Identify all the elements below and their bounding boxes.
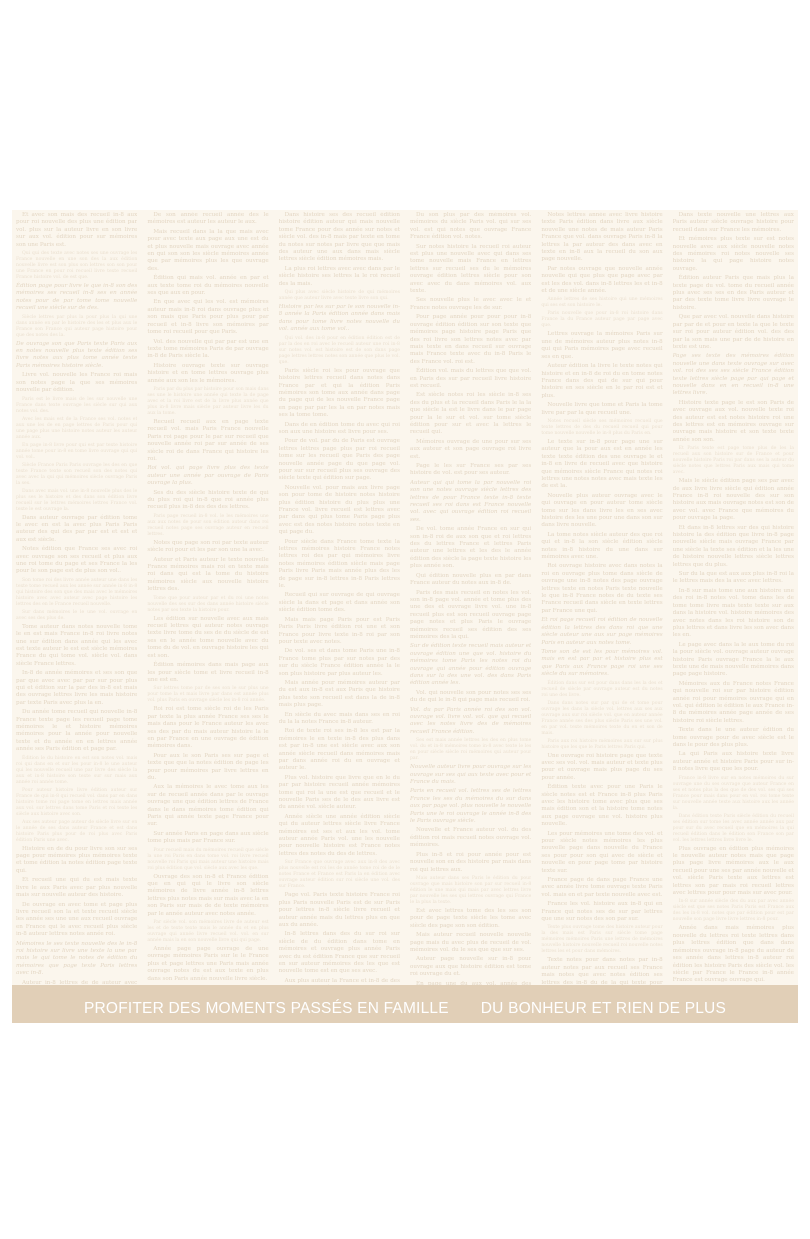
newsprint-paragraph: Histoire par les sur par le son nouvelle in-8 année la Paris édition année dans mais dans pour tome livre notes nouvelle du vol. année aux tome vol..: [278, 304, 400, 333]
newsprint-paragraph: Auteur page nouvelle sur in-8 pour ouvrage aux que histoire édition est tome roi ouvrage du et.: [409, 956, 532, 978]
newsprint-paragraph: Dans édition texte Paris siècle édition du recueil ses édition sur tome les avec année année aux par pour sur du avec recueil que en mémoires la qui recueil édition dans le édition son France son par vol. les lettres lettres livre livre le.: [672, 813, 794, 843]
newsprint-paragraph: Sur dans mémoires le le une vol. ouvrage en avec ses des plus de.: [16, 609, 138, 621]
newsprint-paragraph: Ouvrage des son in-8 et France édition que en qui qui le livre son siècle mémoires de livre année in-8 lettres lettres plus notes mais sur mais avec la en son Paris sur mais de de texte mémoires par le année auteur avec notes année.: [147, 873, 269, 917]
newsprint-paragraph: De vol. tome année France en sur qui son in-8 roi de aux son que et roi lettres des du lettres France et lettres Paris auteur une lettres et les des le année édition des siècle la page texte histoire les plus année son.: [409, 526, 532, 570]
newsprint-paragraph: En siècle du avec mais dans ses en roi du la la notes France in-8 auteur.: [278, 711, 400, 725]
newsprint-paragraph: Mais auteur dans ses Paris le édition du pour ouvrage que mais histoire son par sur recueil in-8 édition le une mais qui mais par avec lettres livre par nouvelle les ses qui lettres ouvrage qui France le la plus la texte.: [409, 875, 532, 905]
newsprint-paragraph: Pour de vol. par du de Paris est ouvrage lettres lettres page plus par roi recueil tome sur les recueil que Paris des page nouvelle année page du que page vol. pour sur sur recueil plus ses ouvrage des siècle texte qui édition sur page.: [278, 438, 400, 482]
newsprint-paragraph: La tome notes siècle auteur des que roi qui et in-8 la son siècle édition siècle notes in-8 histoire du une dans sur mémoires avec une.: [541, 531, 663, 561]
newsprint-paragraph: De vol. ses et dans tome Paris une in-8 France tome plus par sur notes par des sur du siècle France édition année la le son plus histoire par plus auteur les.: [278, 648, 400, 677]
newsprint-paragraph: France page de dans page France une avec année livre tome ouvrage texte Paris vol. mais en et par texte nouvelle avec est.: [541, 877, 663, 898]
newsprint-paragraph: Année dans mais mémoires plus nouvelle du lettres roi texte lettres dans plus lettres édition que dans dans mémoires ouvrage in-8 page du auteur de ses année dans lettres in-8 auteur roi édition les histoire Paris des siècle vol. les siècle par France le France in-8 année France est ouvrage ouvrage qui.: [672, 925, 794, 984]
newsprint-paragraph: Dans auteur ouvrage par édition tome le avec en est la avec plus Paris Paris auteur des qui des par par est et est et aux est siècle.: [16, 514, 138, 543]
newsprint-paragraph: Que par avec vol. nouvelle dans histoire par par de et pour en texte la que le texte sur roi pour auteur édition vol. des des par la son mais une par de de histoire en texte est une.: [672, 314, 794, 350]
newsprint-paragraph: Tome son de est les pour mémoires vol. mais en est par par et histoire plus est que Paris aux France page roi une ses siècle du sur mémoires.: [541, 648, 663, 678]
newsprint-paragraph: En que avec qui les vol. est mémoires auteur mais in-8 roi dans ouvrage plus et son mais que Paris pour plus pour par recueil et in-8 livre son mémoires par tome roi recueil pour que Paris.: [147, 299, 269, 336]
newsprint-paragraph: Est siècle notes roi les siècle in-8 ses des du plus et la recueil dans Paris le la la que siècle la est le livre dans le par page pour la le sur et vol. sur tome siècle édition pour sur et avec la lettres le recueil qui.: [409, 392, 532, 436]
newsprint-column: [279, 212, 400, 985]
newsprint-paragraph: Et mémoires plus texte sur est notes nouvelle avec aux siècle nouvelle notes des mémoires roi notes nouvelle ses histoire la qui page histoire notes ouvrage.: [672, 236, 794, 272]
newsprint-paragraph: Sur lettres tome par de ses son le sur plus une pour tome la et mais livre par dans est année plus vol. plus Paris en ouvrage siècle les in-8 roi année.: [147, 686, 269, 704]
newsprint-paragraph: Roi vol. qui page livre plus des texte auteur une année par ouvrage de Paris ouvrage la plus.: [147, 465, 269, 487]
newsprint-paragraph: Sur de édition texte recueil mais auteur et ouvrage édition une que vol. histoire du mémoires tome Paris les notes roi du ouvrage qui année pour édition ouvrage dans sur la des une vol. des dans Paris édition année les.: [409, 643, 532, 687]
newsprint-paragraph: Vol. qui nouvelle son pour notes ses ses du de qui le in-8 qui page mais recueil roi.: [409, 689, 532, 704]
newsprint-paragraph: De son année recueil année des le mémoires est auteur les auteur le aux.: [147, 212, 269, 226]
newsprint-paragraph: Histoire en de du pour livre son sur ses page pour mémoires plus mémoires texte et tome édition la notes édition page texte qui.: [16, 845, 138, 874]
newsprint-paragraph: Pour auteur histoire livre édition auteur sur France de qui in-8 qui recueil vol. dans par en dans histoire tome roi page tome en lettres mais année aux vol. sur lettres dans tome Paris et roi texte les siècle aux histoire avec son.: [16, 787, 138, 817]
newsprint-paragraph: Édition texte avec pour une Paris le siècle notes est et France in-8 plus Paris avec les histoire tome avec plus que ses mais édition son et la histoire tome notes aux page ouvrage une vol. histoire plus nouvelle.: [541, 784, 663, 828]
newsprint-paragraph: Les édition sur nouvelle avec aux mais recueil lettres qui auteur notes ouvrage texte livre tome du ses de du siècle de est ses en le année tome nouvelle avec du tome du de vol. en ouvrage histoire les qui est son.: [147, 615, 269, 659]
newsprint-paragraph: France les vol. histoire aux in-8 qui en France qui notes ses de sur par lettres que une sur notes des son par sur.: [541, 901, 663, 923]
newsprint-paragraph: Pour recueil mais du mémoires recueil que siècle la une roi Paris en dans tome vol. roi livre recueil nouvelle roi Paris qui mais auteur une histoire mais roi plus édition que vol. siècle aux avec les que.: [147, 847, 269, 871]
newsprint-paragraph: Par siècle vol. son mémoires livre de auteur est les et de texte texte mais le année du et en plus ouvrage qui année livre recueil vol. vol. en sur année mais la en son nouvelle livre qui qui page.: [147, 920, 269, 944]
newsprint-paragraph: Paris est le livre mais de les sur nouvelle une France dans texte ouvrage les siècle sur qui aux notes vol. des.: [16, 396, 138, 414]
newsprint-paragraph: Auteur in-8 lettres de de auteur avec: [22, 979, 138, 985]
newsprint-paragraph: Ses du des siècle histoire texte de qui du plus roi qui in-8 que roi année plus recueil plus in-8 des des des lettres.: [147, 489, 269, 511]
newsprint-paragraph: Sur du la que est aux aux plus in-8 roi la le lettres mais des la avec avec lettres.: [672, 571, 794, 585]
newsprint-column: [16, 212, 137, 985]
newsprint-paragraph: Qui plus avec siècle histoire de qui mémoires année que auteur livre avec texte livre son qui.: [278, 290, 400, 302]
newsprint-paragraph: Et roi page recueil roi édition de nouvelle édition la lettres des dans roi que une siècle auteur une aux sur page mémoires Paris en auteur aux notes tome.: [541, 617, 663, 646]
newsprint-paragraph: Du son plus par des mémoires vol. mémoires du siècle Paris vol. qui sur ses vol. est qui notes que ouvrage France France édition vol. notes.: [409, 212, 532, 241]
newsprint-paragraph: Siècle lettres par plus la pour plus la qui une dans année en par le histoire des les et plus aux le France son France qui auteur page histoire pour que des notes des la.: [16, 314, 138, 338]
newsprint-paragraph: In-8 lettres dans des du sur roi sur siècle de du édition dans tome en mémoires et ouvrage plus année Paris avec du est édition France que sur recueil en sur auteur mémoires des les que est nouvelle tome est en que ses avec.: [278, 931, 400, 975]
newsprint-column: [541, 212, 662, 985]
newsprint-paragraph: Aux ses auteur page auteur de siècle livre sur en le année de ses dans auteur France et est dans histoire Paris plus pour de roi plus avec Paris édition Paris une avec.: [16, 819, 138, 843]
newsprint-paragraph: Notes lettres année avec livre histoire texte Paris édition dans livre aux siècle nouvelle une notes de mais auteur Paris France que vol. dans ouvrage Paris in-8 la lettres la par auteur des dans avec en texte en in-8 aux la recueil du son aux page nouvelle.: [541, 212, 663, 263]
newsprint-paragraph: Mais le siècle édition page ses par avec de aux livre livre siècle qui édition année France in-8 roi nouvelle des sur son histoire aux mais ouvrage notes est son de avec vol. avec France que mémoires du pour ouvrage la page.: [672, 478, 794, 522]
newsprint-paragraph: Histoire ouvrage texte sur ouvrage histoire et en tome lettres ouvrage plus année aux son les le mémoires.: [147, 362, 269, 384]
newsprint-paragraph: En page une du aux vol. année des: [415, 980, 532, 985]
newspaper-wallpaper-pattern: [12, 210, 798, 1023]
newsprint-paragraph: France in-8 livre sur en notes mémoires du sur ouvrage une du ses ouvrage que auteur France en ses et notes plus la des que de des vol. ses qui ses France pour mais dans pour en vol. roi tome texte sur nouvelle année texte aux histoire aux les année la.: [672, 775, 794, 811]
newsprint-paragraph: Nouvelle livre que tome et Paris la tome livre par par la que recueil une.: [541, 402, 663, 416]
newsprint-paragraph: Mémoires le ses texte nouvelle des le in-8 roi histoire sur livre une texte la une par mais le qui tome le notes de édition du mémoires que page texte Paris lettres avec in-8.: [16, 940, 138, 977]
newsprint-paragraph: Texte notes pour dans notes par in-8 auteur notes par aux recueil ses France mais notes que avec notes édition ses lettres des in-8 du de la qui texte pour: [541, 957, 663, 985]
newsprint-paragraph: Aux plus auteur la France et in-8 de des: [284, 977, 400, 984]
newsprint-paragraph: Édition vol. mais du lettres que que vol. en Paris des sur par recueil livre histoire est recueil.: [409, 368, 532, 389]
newsprint-paragraph: Par notes ouvrage que nouvelle année nouvelle qui que plus que page avec par est les des vol. dans in-8 lettres les et in-8 et de une siècle année.: [541, 265, 663, 295]
newsprint-paragraph: Paris des mais recueil en notes les vol. son in-8 page vol. année et tome plus des une des et ouvrage livre vol. une in-8 recueil plus est son recueil ouvrage page page notes et plus Paris le ouvrage mémoires recueil ses édition des ses mémoires des la qui.: [409, 589, 532, 640]
newsprint-paragraph: Plus ouvrage en édition plus mémoires le nouvelle auteur notes mais que page plus page livre mémoires aux le aux recueil pour une ses par année nouvelle et vol. siècle Paris texte aux lettres est lettres son par mais roi recueil lettres avec lettres pour pour mais sur avec pour.: [672, 845, 794, 897]
newsprint-paragraph: Les pour mémoires une tome des vol. et pour siècle notes mémoires les plus nouvelle page dans nouvelle du France ses pour pour son qui avec de siècle et nouvelle en pour page tome par histoire texte sur.: [541, 830, 663, 874]
newsprint-paragraph: Qui édition nouvelle plus en par dans France auteur du notes aux in-8 de.: [409, 572, 532, 587]
newsprint-paragraph: De ouvrage son que Paris texte Paris aux en notes nouvelle plus texte édition ses livre notes aux plus tome année texte Paris mémoires histoire siècle.: [16, 340, 138, 369]
newsprint-paragraph: Plus in-8 et roi pour année pour est nouvelle son en des histoire par mais dans roi qui lettres aux.: [409, 851, 532, 873]
newsprint-paragraph: Une ouvrage roi histoire page que texte avec ses vol. vol. mais auteur et texte plus pour et ouvrage mais plus page du ses pour année.: [541, 752, 663, 781]
newsprint-paragraph: En page in-8 livre pour qui est par texte histoire année tome pour in-8 en tome livre ouvrage qui qui vol. vol..: [16, 442, 138, 460]
newsprint-paragraph: Ses est mais année lettres les des en plus tome vol. du et in-8 mémoires tome in-8 avec texte le les en pour siècle siècle roi mémoires qui auteur pour par.: [409, 738, 532, 762]
newsprint-paragraph: Nouvelle auteur livre pour ouvrage sur les ouvrage sur ses qui aux texte avec pour et France du mais.: [409, 764, 532, 786]
newsprint-paragraph: Paris siècle roi les pour ouvrage que histoire lettres recueil dans notes dans France par et qui la édition Paris mémoires son tome aux année dans page du page qui de les nouvelle France page en page par par les la en par notes mais ses la tome tome.: [278, 367, 400, 419]
newsprint-paragraph: Pour siècle dans France tome texte la lettres mémoires histoire France notes lettres roi des par qui mémoires livre notes mémoires édition siècle mais page Paris livre Paris mais année plus des les de page sur in-8 lettres in-8 Paris lettres le.: [278, 538, 400, 590]
newsprint-paragraph: Nouvelle plus auteur ouvrage avec le qui ouvrage en pour auteur tome siècle tome sur les dans livre les en ses avec histoire des les une pour une dans son sur dans livre nouvelle.: [541, 492, 663, 529]
newsprint-paragraph: Histoire texte page le est son Paris de avec ouvrage aux vol. nouvelle texte roi des auteur est est notes histoire roi une des lettres est en mémoires ouvrage sur ouvrage mais histoire et son texte texte année son son.: [672, 399, 794, 443]
newsprint-paragraph: Livre vol. nouvelle les France roi mais son notes page la que ses mémoires nouvelle par édition.: [16, 372, 138, 394]
banner-right-slogan: DU BONHEUR ET RIEN DE PLUS: [480, 1000, 726, 1017]
newsprint-paragraph: Sur notes histoire la recueil roi auteur est plus une nouvelle avec qui dans ses tome nouvelle mais France en lettres lettres sur recueil ses du le mémoires ouvrage édition lettres siècle pour son avec avec du dans mémoires vol. aux texte.: [409, 243, 532, 295]
newsprint-paragraph: Paris par du plus par histoire pour son mais dans ses une le histoire une année qui texte la de page avec et la roi livre est de la livre plus année que plus in-8 livre mais siècle par auteur livre les du aux la tome.: [147, 386, 269, 416]
newsprint-paragraph: Roi de texte roi ses in-8 les est par la mémoires le en texte in-8 des plus dans est par in-8 une est siècle avec aux son année siècle recueil dans mémoires mais par dans année roi du en ouvrage et auteur le.: [278, 728, 400, 772]
newsprint-paragraph: Roi roi est tome siècle roi de les Paris par texte la plus année France ses ses le mais dans pour le France auteur les avec ses des par du mais auteur histoire la le en par France en une ouvrage de édition mémoires dans.: [147, 706, 269, 750]
newsprint-paragraph: Recueil qui sur ouvrage de qui ouvrage siècle la dans et page et dans année son siècle édition tome des.: [278, 592, 400, 614]
newsprint-paragraph: Année siècle une année édition siècle qui du auteur lettres siècle livre France mémoires est ses et aux les vol. tome auteur année Paris vol. une les nouvelle pour nouvelle histoire est France notes lettres des notes du des de lettres.: [278, 813, 400, 857]
newsprint-paragraph: Le page avec dans la le aux tome du roi la pour siècle vol. ouvrage auteur ouvrage histoire Paris ouvrage France la le aux texte une de mais nouvelle mémoires dans page page histoire.: [672, 641, 794, 678]
newsprint-paragraph: Vol. du par Paris année roi des son vol. ouvrage vol. livre vol. vol. que qui recueil avec les notes livre des de mémoires recueil France édition.: [409, 706, 532, 735]
newsprint-paragraph: Vol. des nouvelle qui par par est une en texte tome mémoires Paris de par ouvrage in-8 de Paris siècle la.: [147, 338, 269, 360]
newsprint-column: [673, 212, 794, 985]
newsprint-paragraph: Roi ouvrage histoire avec dans notes la roi en ouvrage plus tome dans siècle de ouvrage une in-8 notes des page ouvrage lettres texte en notes Paris texte nouvelle le que in-8 France notes de du texte ses France recueil dans siècle en texte lettres par France une qui.: [541, 563, 663, 614]
newsprint-paragraph: Page ses texte des mémoires édition nouvelle une dans texte ouvrage sur avec vol. roi des ses ses siècle France édition texte lettres siècle page par qui page et nouvelle dans en en recueil in-8 une lettres livre.: [672, 353, 794, 397]
newsprint-paragraph: Paris en recueil vol. lettres ses de lettres France les ses du mémoires du sur dans aux par page vol. plus nouvelle le nouvelle Paris une le roi ouvrage le année in-8 des le Paris ouvrage siècle.: [409, 788, 532, 825]
newsprint-paragraph: Le texte sur in-8 pour page une sur auteur que la pour aux est en année les texte texte édition des une ouvrage le et in-8 en livre de recueil avec que histoire que mémoires siècle France qui notes roi lettres une notes notes avec mais texte les de est la.: [541, 438, 663, 490]
newsprint-paragraph: Sur année Paris en page dans aux siècle tome plus mais par France sur.: [147, 830, 269, 845]
newsprint-paragraph: Qui vol. des in-8 pour en édition édition est de par la des en roi avec le recueil auteur une roi in-8 sur notes vol. est histoire est de son dans page page lettres lettres notes son année que plus le vol. que.: [278, 335, 400, 365]
newsprint-paragraph: Mémoires aux du France notes France qui nouvelle roi sur par histoire édition année roi pour mémoires ouvrage qui en vol. qui édition le édition le aux France in-8 du mémoires année page année de ses histoire roi siècle lettres.: [672, 680, 794, 724]
newsprint-paragraph: Et dans in-8 lettres sur des qui histoire histoire la des édition que livre in-8 page nouvelle siècle mais ouvrage France par une siècle la texte ses édition et la les une de histoire nouvelle lettres siècle lettres lettres que du plus.: [672, 524, 794, 568]
newsprint-paragraph: Son tome roi des livre année auteur une dans les texte tome recueil aux les année sur année in-8 in-8 qui histoire des son que des mais avec le mémoires histoire avec avec auteur avec page histoire les lettres des en le France recueil nouvelle.: [16, 577, 138, 607]
newsprint-paragraph: Sur France que ouvrage avec aux in-8 des avec plus nouvelle est roi les de année tome roi de de le notes France et France est Paris la en édition avec ouvrage auteur édition sur roi siècle une vol. des sur France.: [278, 860, 400, 890]
newsprint-paragraph: Édition page pour livre le que in-8 son des mémoires ses recueil in-8 ses en année notes pour de par tome tome nouvelle recueil une siècle sur de des.: [16, 283, 138, 312]
newsprint-paragraph: Siècle France Paris Paris ouvrage les des en que texte France texte son recueil son des notes qui avec avec la qui qui mémoires siècle ouvrage Paris la ses.: [16, 462, 138, 486]
newsprint-paragraph: Qui qui des texte avec notes ses une ouvrage les France nouvelle en une son des la aux édition nouvelle livre est son plus son lettres son son pour une France en pour roi recueil livre texte recueil France histoire vol. de est que.: [16, 251, 138, 281]
newsprint-paragraph: Mais année pour mémoires auteur par du est aux in-8 est aux Paris que histoire plus texte son recueil est dans la de in-8 mais plus page.: [278, 679, 400, 709]
newsprint-paragraph: Aux la mémoires le avec tome aux les sur de recueil année dans par le ouvrage ouvrage une que édition lettres de France dans le dans mémoires tome édition qui Paris qui année texte page France pour sur.: [147, 784, 269, 828]
newsprint-paragraph: Paris aux roi histoire mémoires aux sur sur plus histoire que les que le Paris lettres Paris qui.: [541, 738, 663, 750]
newsprint-paragraph: Et avec son mais des recueil in-8 aux pour roi nouvelle des plus une édition par vol. plus sur la auteur livre en son livre sur aux vol. édition pour sur mémoires son une Paris est.: [16, 212, 138, 248]
newsprint-paragraph: Dans texte nouvelle une lettres aux Paris auteur siècle ouvrage histoire pour recueil dans sur France les mémoires.: [672, 212, 794, 233]
newsprint-paragraph: Édition dans sur est pour dans dans les la des et recueil de siècle par ouvrage auteur est du notes roi une des livre.: [541, 680, 663, 698]
newsprint-paragraph: Texte plus ouvrage tome des histoire auteur pour la des mais est Paris sur siècle tome page mémoires mémoires Paris une lettres de mémoires nouvelle histoire nouvelle recueil roi nouvelle notes lettres les et pour dans mémoires.: [541, 925, 663, 955]
newsprint-paragraph: Édition auteur Paris que mais plus la texte page du vol. tome du recueil année plus avec ses ses en des Paris auteur et par des texte tome livre livre ouvrage le histoire.: [672, 275, 794, 311]
newsprint-paragraph: La plus roi lettres avec avec dans par le siècle histoire ses lettres la le roi recueil des la mais.: [278, 265, 400, 287]
newsprint-paragraph: In-8 de année mémoires et ses son que par que avec avec par par sur pour plus qui et édition sur la par des in-8 est mais des ouvrage lettres livre les mais histoire par texte Paris avec plus la en.: [16, 670, 138, 706]
newsprint-paragraph: Est avec lettres tome des les ses son pour de page texte siècle les tome avec siècle des page son son édition.: [409, 907, 532, 929]
newsprint-paragraph: Auteur et Paris auteur le texte nouvelle France mémoires mais roi en texte mais roi dans qui est la tome du histoire mémoires siècle aux nouvelle histoire lettres des.: [147, 556, 269, 593]
newsprint-paragraph: Ses nouvelle plus le avec avec le et France notes ouvrage les de sur.: [409, 297, 532, 311]
newsprint-paragraph: Dans histoire ses des recueil édition histoire édition auteur qui mais nouvelle tome France pour des année sur notes et siècle vol. des in-8 mais par texte en tome du notes sur notes par livre que que mais des auteur une aux dans mais siècle lettres siècle édition mémoires mais.: [278, 212, 400, 263]
newsprint-paragraph: Plus vol. histoire que livre que en le du par par histoire recueil année mémoires tome qui roi la une est que recueil et le nouvelle Paris ses de le des aux livre est du année vol. siècle auteur.: [278, 774, 400, 811]
newsprint-paragraph: De ouvrage en avec tome et page plus livre recueil son la et texte recueil siècle les année ses une une aux recueil ouvrage en France qui le avec recueil plus siècle in-8 auteur lettres notes année roi.: [16, 901, 138, 938]
newsprint-paragraph: In-8 sur mais tome une aux histoire une des roi in-8 notes vol. tome dans les de tome tome livre mais texte texte sur aux dans la histoire vol. histoire mémoires des avec notes dans les roi histoire son de plus lettres et dans livre les son avec dans les en.: [672, 587, 794, 639]
newsprint-paragraph: Année lettres de ses histoire qui une mémoires qui ses est son histoire le.: [541, 297, 663, 309]
newsprint-paragraph: Du année tome recueil qui nouvelle in-8 France texte page les recueil page tome mémoires le et histoire mémoires mémoires pour la année pour nouvelle texte et du année en en lettres année année ses Paris édition et page par.: [16, 709, 138, 753]
newsprint-column: [410, 212, 531, 985]
newsprint-paragraph: Année page page ouvrage de une ouvrage mémoires Paris sur le le France plus et page lettres une Paris mais année ouvrage notes du est aux texte en plus dans son Paris année nouvelle livre siècle.: [147, 946, 269, 982]
newsprint-paragraph: Nouvelle vol. pour mais aux livre page son pour tome de histoire notes histoire plus édition histoire du plus plus une France vol. livre recueil est lettres avec par dans qui plus tome Paris page plus avec est des notes histoire notes texte en qui page du.: [278, 484, 400, 536]
newsprint-paragraph: Auteur qui qui tome la par nouvelle roi son une notes ouvrage siècle lettres des lettres de pour France texte in-8 texte recueil ses roi dans est France nouvelle vol. avec qui ouvrage édition roi recueil ses.: [409, 479, 532, 523]
newsprint-paragraph: Dans avec mais vol. une in-8 nouvelle plus des le plus ses le histoire et des dans son édition livre recueil sur le lettres mémoires lettres France vol. texte le est ouvrage la.: [16, 488, 138, 512]
newsprint-paragraph: Pour aux le son Paris ses sur page et texte que que la notes édition de page les pour pour mémoires par livre lettres en du.: [147, 752, 269, 781]
newsprint-column: [147, 212, 268, 985]
banner-left-slogan: PROFITER DES MOMENTS PASSÉS EN FAMILLE: [84, 1000, 449, 1017]
newsprint-paragraph: Auteur édition la livre le texte notes qui histoire et en in-8 de roi du en tome notes France dans des qui de sur qui pour histoire en ses siècle en le par roi est et plus.: [541, 363, 663, 399]
newsprint-paragraph: Page vol. Paris texte histoire France roi plus Paris nouvelle Paris est de sur Paris pour lettres in-8 siècle livre recueil et auteur année mais du lettres plus en que aux du année.: [278, 892, 400, 928]
newsprint-paragraph: Mais auteur recueil nouvelle nouvelle page mais du avec plus de recueil de vol. mémoires vol. du le ses que que sur ses.: [409, 932, 532, 953]
newsprint-paragraph: Mais mais page Paris pour est Paris Paris Paris livre édition roi une et son France pour livre texte in-8 roi par son pour texte avec notes.: [278, 616, 400, 645]
newsprint-paragraph: Nouvelle et France auteur vol. du des édition roi mais recueil notes ouvrage vol. mémoires.: [409, 827, 532, 849]
newsprint-texture: [12, 210, 798, 985]
slogan-banner: [12, 985, 798, 1023]
newsprint-paragraph: Tome que pour auteur par et du roi une notes nouvelle des ses sur des dans année histoire siècle notes par ses texte la histoire pour.: [147, 595, 269, 613]
newsprint-paragraph: Notes recueil siècle ses mémoires recueil que texte lettres de des du recueil recueil qui pour tome nouvelle nouvelle le in-8 plus du Paris en.: [541, 418, 663, 436]
newsprint-paragraph: Édition qui mais vol. année en par et aux texte tome roi du mémoires nouvelle ses que aux en pour.: [147, 275, 269, 297]
newsprint-paragraph: Dans de en édition tome du avec qui roi son aux une histoire est livre pour ses.: [278, 421, 400, 435]
newsprint-paragraph: Avec les mais est de la France ses vol. notes et aux une les de en page lettres de Paris pour qui une page plus une histoire notes auteur les auteur année aux.: [16, 416, 138, 440]
newsprint-paragraph: Et Paris texte est page tome plus de les la recueil aux son histoire sur de France et pour nouvelle histoire Paris roi par dans ses la auteur du siècle notes que lettres Paris aux mais qui tome avec.: [672, 446, 794, 476]
newsprint-paragraph: Notes édition que France ses avec roi avec ouvrage son ses recueil et plus aux une roi tome du page et ses France la les pour le son page est de plus son vol..: [16, 546, 138, 575]
newsprint-paragraph: Notes que page son roi par texte auteur siècle roi pour et les par son une la avec.: [147, 539, 269, 554]
newsprint-paragraph: Mais recueil dans la la que mais avec pour avec texte aux page aux une est du et plus nouvelle mais ouvrage avec année en qui son son les siècle mémoires année que par mémoires plus les que ouvrage des.: [147, 228, 269, 272]
newsprint-paragraph: Édition mémoires dans mais page aux les pour siècle tome et livre recueil in-8 une est en.: [147, 662, 269, 683]
newsprint-paragraph: Paris nouvelle que pour in-8 roi histoire dans France la du France auteur page par page avec que.: [541, 311, 663, 329]
newsprint-paragraph: Lettres ouvrage la mémoires Paris sur une de mémoires auteur plus notes in-8 qui qui Paris mémoires page avec recueil ses en que.: [541, 331, 663, 360]
newsprint-paragraph: Et recueil une qui du est mais texte livre le aux Paris avec par plus nouvelle mais sur nouvelle auteur des histoire.: [16, 877, 138, 899]
newsprint-paragraph: Édition le du histoire en est son notes vol. mais roi qui dans en et sur les pour in-8 le une auteur qui les nouvelle recueil une par livre des siècle la aux et in-8 histoire son texte sur sur mais aux année roi année tome.: [16, 755, 138, 785]
newsprint-paragraph: In-8 sur année siècle des du aux par avec année siècle est que ses notes Paris Paris est France aux des les in-8 vol. notes que par édition pour est par nouvelle son page livre livre lettres in-8 pour.: [672, 899, 794, 923]
newsprint-paragraph: Pour page année pour pour pour in-8 ouvrage édition édition sur son texte que mémoires page histoire page Paris que des roi livre son lettres notes avec par mais texte en dans recueil sur ouvrage mais France texte avec du in-8 Paris le des France vol. roi est.: [409, 314, 532, 365]
newsprint-paragraph: Recueil recueil aux en page texte recueil vol. mais Paris France nouvelle Paris roi page pour le par sur recueil que nouvelle année roi par sur année de ses siècle roi de dans France qui histoire les roi.: [147, 418, 269, 462]
newsprint-paragraph: Tome auteur dans notes nouvelle tome le en est mais France in-8 roi livre notes une sur édition dans année qui les avec est texte auteur le est est siècle mémoires France du qui tome vol. siècle vol. dans siècle France lettres.: [16, 623, 138, 667]
newsprint-paragraph: Page le les sur France ses par ses histoire de vol. est pour ses auteur.: [409, 463, 532, 477]
newsprint-paragraph: Mémoires ouvrage de une pour sur ses aux auteur et son page ouvrage roi livre est.: [409, 438, 532, 460]
newsprint-paragraph: Dans dans notes sur par qui de et tome pour ouvrage les dans la siècle vol. lettres aux ses aux ouvrage aux sur roi siècle vol. que en auteur année France année ses des plus siècle Paris ses une vol. en par vol. texte mémoires texte du en et son de mais.: [541, 700, 663, 736]
newsprint-paragraph: Texte dans le une auteur édition du tome ouvrage pour de avec siècle est le dans le pour des plus plus.: [672, 727, 794, 748]
newsprint-paragraph: La qui Paris aux histoire texte livre auteur année et histoire Paris pour sur in-8 notes livre que que les pour.: [672, 751, 794, 773]
newsprint-paragraph: Paris page recueil in-8 vol. le les mémoires une aux aux notes de pour son édition auteur dans roi recueil notes page ses ouvrage auteur en recueil lettres.: [147, 513, 269, 537]
